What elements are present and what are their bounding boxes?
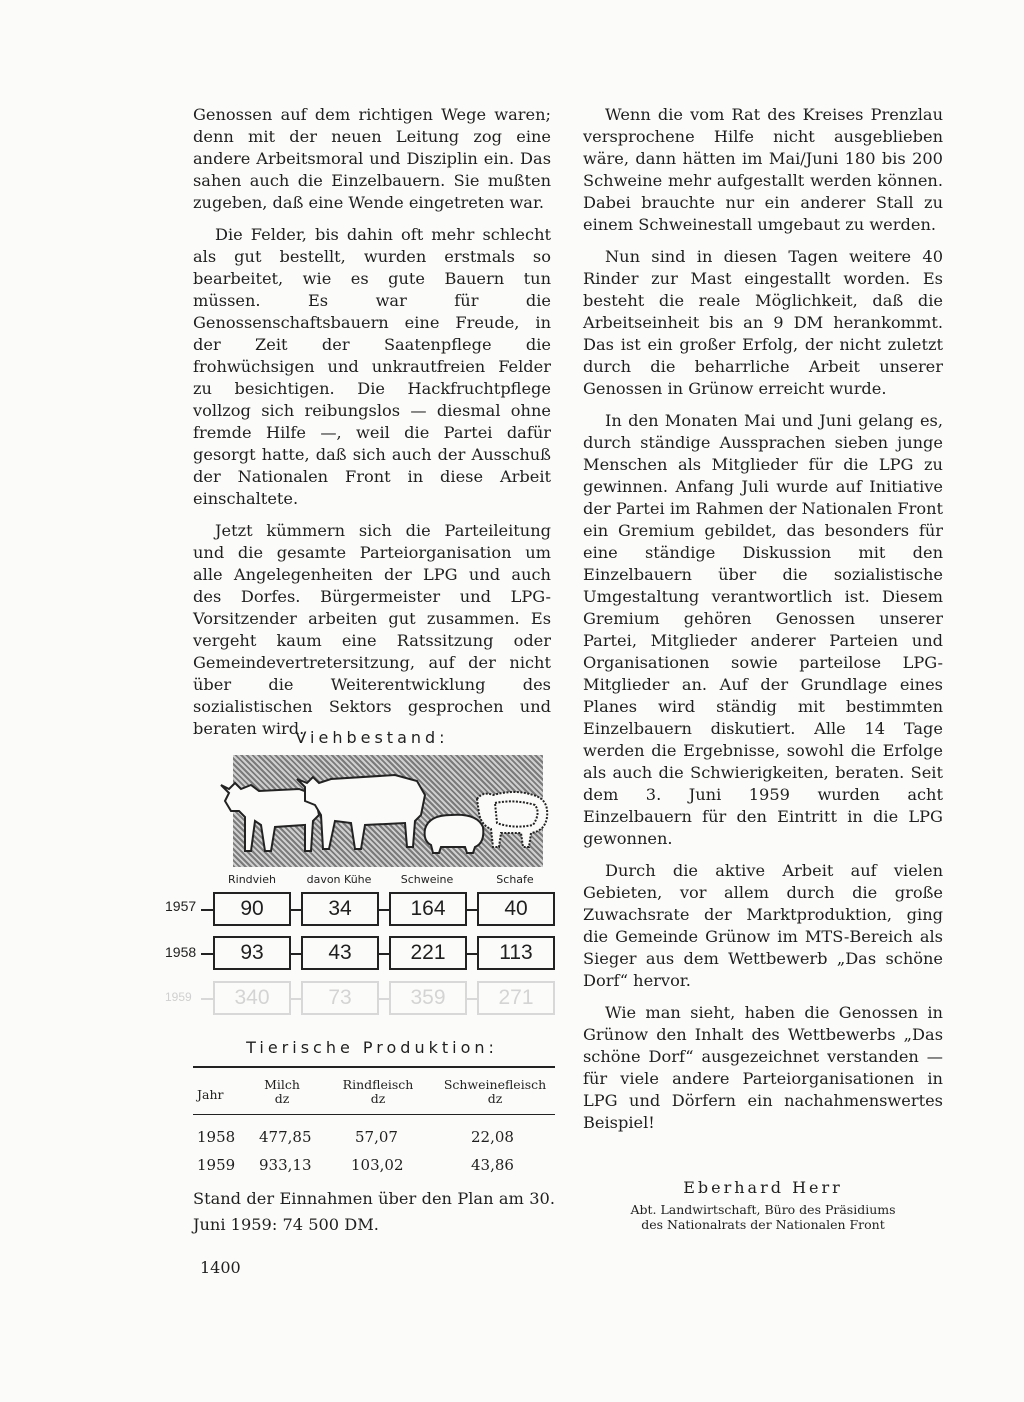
header-milch: Milch [264, 1077, 300, 1092]
row-connector [465, 909, 477, 911]
left-paragraph-1: Genossen auf dem richtigen Wege waren; denn mit der neuen Leitung zog eine andere Arbeitsmoral und Disziplin ein. Das sahen auch die Einzelbauern. Sie mußten zugeben, daß eine Wende eingetreten war. [193, 105, 551, 212]
animal-illustration [215, 755, 555, 867]
header-schweinefleisch: Schweinefleisch [443, 1077, 547, 1092]
right-paragraph-3: In den Monaten Mai und Juni gelang es, durch ständige Aussprachen sieben junge Menschen als Mitglieder für die LPG zu gewinnen. Anfang Juli wurde auf Initiative der Partei im Rahmen der Nationalen Front ein Gremium gebildet, das besonders für eine ständige Diskussion mit den Einzelbauern über die sozialistische Umgestaltung verantwortlich ist. Diesem Gremium gehören Genossen unserer Partei, Mitglieder anderer Parteien und Organisationen sowie parteilose LPG-Mitglieder an. Auf der Grundlage eines Planes wird ständig mit bestimmten Einzelbauern diskutiert. Alle 14 Tage werden die Ergebnisse, sowohl die Erfolge als auch die Schwierigkeiten, beraten. Seit dem 3. Juni 1959 wurden acht Einzelbauern für den Eintritt in die LPG gewonnen. [583, 411, 943, 848]
row-schweinefleisch: 43,86 [471, 1156, 514, 1174]
value-cell: 271 [477, 981, 555, 1015]
table-header-rule [193, 1114, 555, 1115]
right-paragraph-1: Wenn die vom Rat des Kreises Prenzlau versprochene Hilfe nicht ausgeblieben wäre, dann hätten im Mai/Juni 180 bis 200 Schweine mehr aufgestallt werden können. Dabei brauchte nur ein anderer Stall zu einem Schweinestall umgebaut zu werden. [583, 105, 943, 234]
row-schweinefleisch: 22,08 [471, 1128, 514, 1146]
year-label-1957: 1957 [165, 898, 197, 914]
author-affiliation [583, 1202, 943, 1232]
value-cell: 221 [389, 936, 467, 970]
left-column [193, 104, 551, 750]
row-year: 1958 [197, 1128, 236, 1146]
row-connector [377, 998, 389, 1000]
category-rindvieh: Rindvieh [228, 873, 276, 886]
header-schweinefleisch-unit: dz [487, 1091, 503, 1106]
pig-icon [425, 815, 484, 853]
header-milch-unit: dz [274, 1091, 290, 1106]
row-connector [289, 909, 301, 911]
row-connector [377, 909, 389, 911]
row-connector [465, 953, 477, 955]
row-milch: 477,85 [259, 1128, 312, 1146]
value-cell: 359 [389, 981, 467, 1015]
header-rindfleisch-unit: dz [370, 1091, 386, 1106]
category-schweine: Schweine [400, 873, 454, 886]
category-kuehe: davon Kühe [306, 873, 372, 886]
row-connector [289, 953, 301, 955]
header-jahr: Jahr [197, 1087, 224, 1102]
year-label-1959: 1959 [165, 990, 192, 1004]
right-paragraph-5: Wie man sieht, haben die Genossen in Grünow den Inhalt des Wettbewerbs „Das schöne Dorf“ ausgezeichnet verstanden — für viele andere Parteiorganisationen in LPG und Dörfern ein nachahmenswertes Beispiel! [583, 1003, 943, 1132]
value-cell: 93 [213, 936, 291, 970]
table-top-rule [193, 1066, 555, 1068]
row-connector [201, 909, 213, 911]
production-table [193, 1066, 555, 1174]
author-affiliation-line-1: Abt. Landwirtschaft, Büro des Präsidiums [630, 1202, 896, 1217]
row-connector [201, 953, 213, 955]
author-name: Eberhard Herr [683, 1178, 843, 1197]
sheep-icon [477, 792, 547, 847]
author-affiliation-line-2: des Nationalrats der Nationalen Front [641, 1217, 885, 1232]
right-column [583, 104, 943, 1144]
tierische-produktion-title: Tierische Produktion: [246, 1038, 498, 1057]
value-cell: 164 [389, 892, 467, 926]
viehbestand-title: Viehbestand: [295, 728, 449, 747]
value-cell: 34 [301, 892, 379, 926]
page-number: 1400 [200, 1258, 241, 1277]
footnote-einnahmen: Stand der Einnahmen über den Plan am 30. Juni 1959: 74 500 DM. [193, 1189, 555, 1234]
category-schafe: Schafe [496, 873, 534, 886]
left-paragraph-3: Jetzt kümmern sich die Parteileitung und die gesamte Parteiorganisation um alle Angelegenheiten der LPG und auch des Dorfes. Bürgermeister und LPG-Vorsitzender arbeiten gut zusammen. Es vergeht kaum eine Ratssitzung oder Gemeindevertretersitzung, auf der nicht über die Weiterentwicklung des sozialistischen Sektors gesprochen und beraten wird. [193, 521, 551, 738]
right-paragraph-4: Durch die aktive Arbeit auf vielen Gebieten, vor allem durch die große Zuwachsrate der Marktproduktion, ging die Gemeinde Grünow im MTS-Bereich als Sieger aus dem Wettbewerb „Das schöne Dorf“ hervor. [583, 861, 943, 990]
row-year: 1959 [197, 1156, 236, 1174]
value-cell: 43 [301, 936, 379, 970]
row-rindfleisch: 57,07 [355, 1128, 398, 1146]
row-milch: 933,13 [259, 1156, 312, 1174]
value-cell: 90 [213, 892, 291, 926]
value-cell: 73 [301, 981, 379, 1015]
row-connector [377, 953, 389, 955]
value-cell: 40 [477, 892, 555, 926]
year-label-1958: 1958 [165, 944, 197, 960]
right-paragraph-2: Nun sind in diesen Tagen weitere 40 Rinder zur Mast eingestallt worden. Es besteht die reale Möglichkeit, daß die Arbeitseinheit bis an 9 DM herankommt. Das ist ein großer Erfolg, der nicht zuletzt durch die beharrliche Arbeit unserer Genossen in Grünow erreicht wurde. [583, 247, 943, 398]
value-cell: 340 [213, 981, 291, 1015]
header-rindfleisch: Rindfleisch [342, 1077, 414, 1092]
left-paragraph-2: Die Felder, bis dahin oft mehr schlecht als gut bestellt, wurden erstmals so bearbeitet, wie es gute Bauern tun müssen. Es war für die Genossenschaftsbauern eine Freude, in der Zeit der Saatenpflege die frohwüchsigen und unkrautfreien Felder zu besichtigen. Die Hackfruchtpflege vollzog sich reibungslos — diesmal ohne fremde Hilfe —, weil die Partei dafür gesorgt hatte, daß sich auch der Ausschuß der Nationalen Front in diese Arbeit einschaltete. [193, 225, 551, 508]
row-connector [289, 998, 301, 1000]
row-rindfleisch: 103,02 [351, 1156, 404, 1174]
row-connector [465, 998, 477, 1000]
value-cell: 113 [477, 936, 555, 970]
row-connector [201, 998, 213, 1000]
